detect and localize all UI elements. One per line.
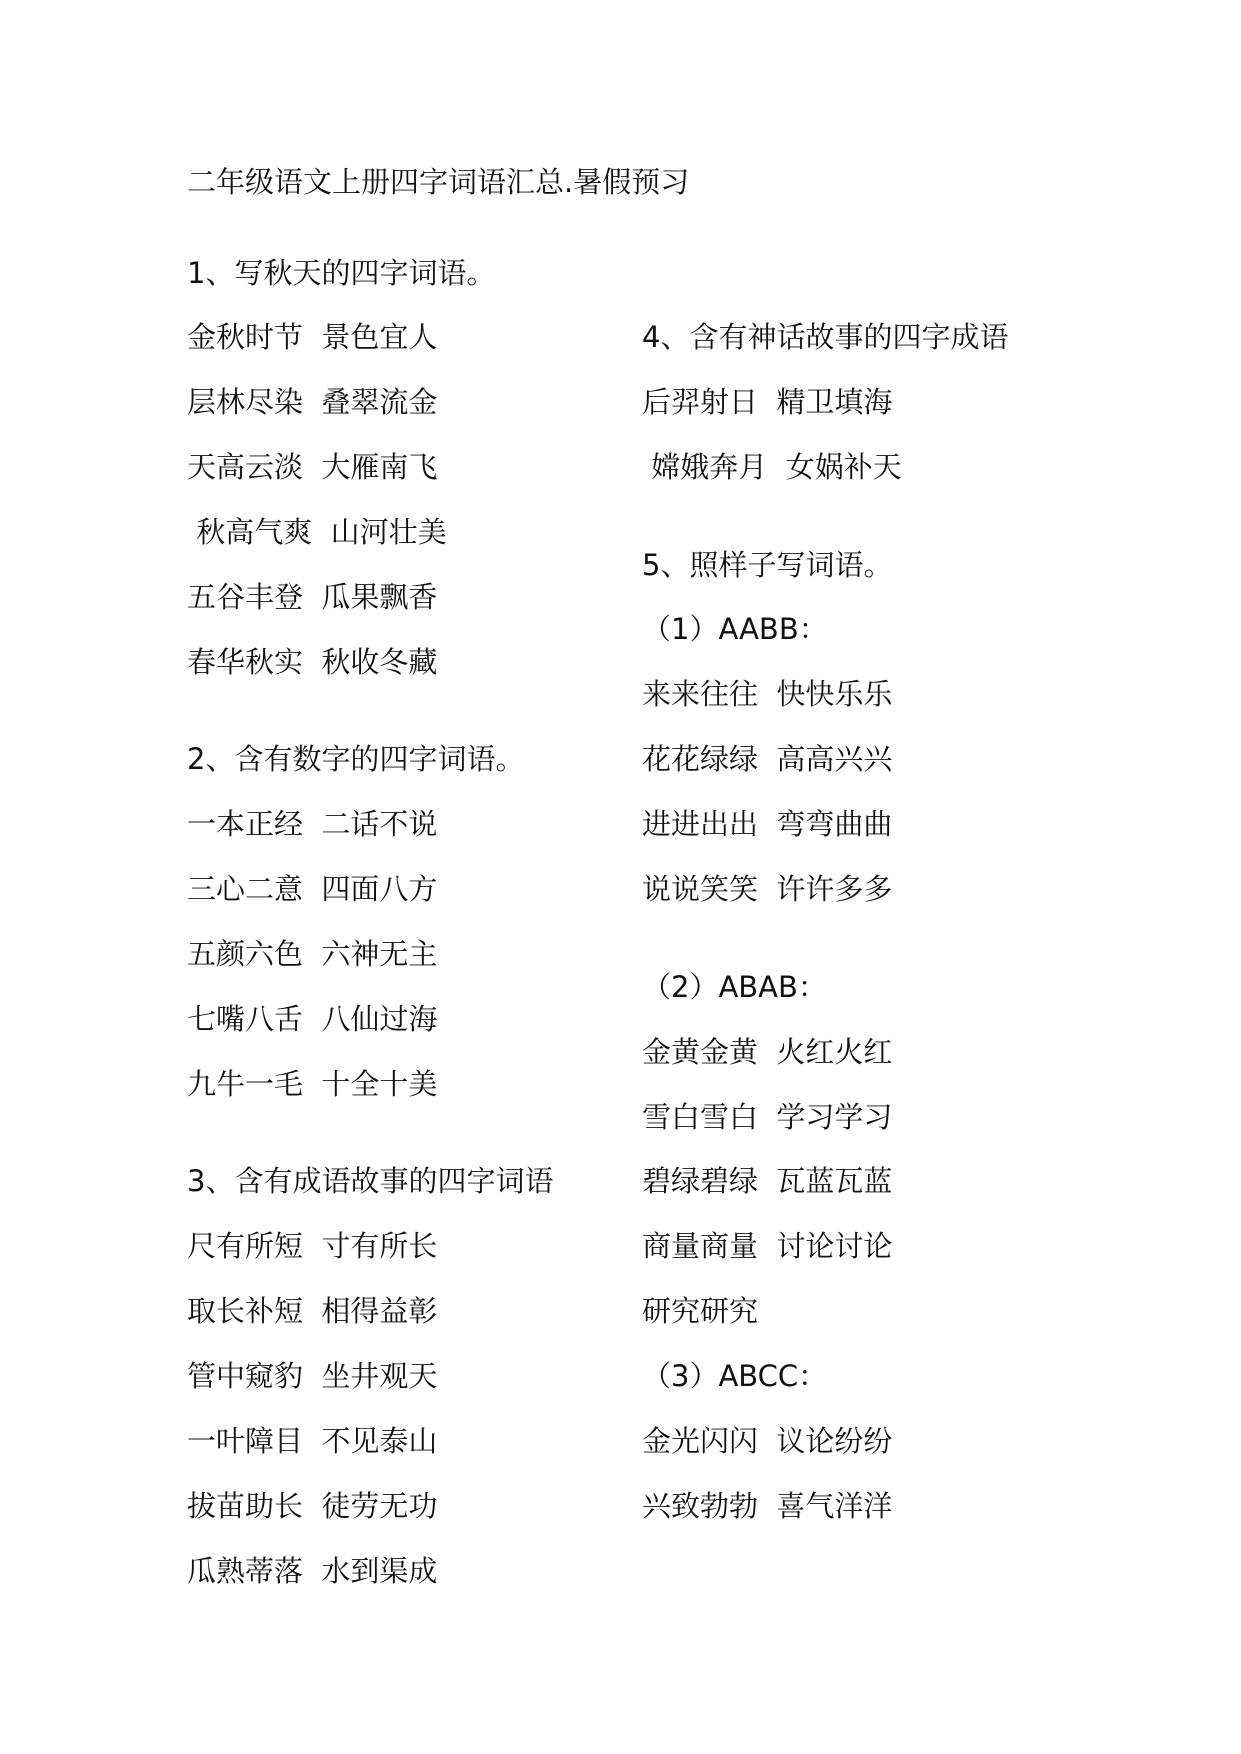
word-row: 九牛一毛 十全十美 [187, 1067, 438, 1101]
word-row: 尺有所短 寸有所长 [187, 1229, 438, 1263]
word-row: 兴致勃勃 喜气洋洋 [642, 1489, 893, 1523]
word-row: 管中窥豹 坐井观天 [187, 1359, 438, 1393]
word-row: 雪白雪白 学习学习 [642, 1100, 893, 1134]
word-row: 花花绿绿 高高兴兴 [642, 742, 893, 776]
word-row: 层林尽染 叠翠流金 [187, 385, 438, 419]
section-heading: 4、含有神话故事的四字成语 [642, 320, 1009, 354]
section-heading: 2、含有数字的四字词语。 [187, 742, 525, 776]
word-row: 进进出出 弯弯曲曲 [642, 807, 893, 841]
word-row: 说说笑笑 许许多多 [642, 872, 893, 906]
word-row: 瓜熟蒂落 水到渠成 [187, 1554, 438, 1588]
word-row: 后羿射日 精卫填海 [642, 385, 893, 419]
word-row: 一本正经 二话不说 [187, 807, 438, 841]
subsection-heading: （1）AABB： [642, 612, 828, 646]
word-row: 取长补短 相得益彰 [187, 1294, 438, 1328]
section-heading: 3、含有成语故事的四字词语 [187, 1164, 554, 1198]
word-row: 一叶障目 不见泰山 [187, 1424, 438, 1458]
word-row: 五颜六色 六神无主 [187, 937, 438, 971]
section-heading: 5、照样子写词语。 [642, 548, 893, 582]
word-row: 来来往往 快快乐乐 [642, 677, 893, 711]
word-row: 拔苗助长 徒劳无功 [187, 1489, 438, 1523]
word-row: 金秋时节 景色宜人 [187, 320, 438, 354]
word-row: 碧绿碧绿 瓦蓝瓦蓝 [642, 1164, 893, 1198]
word-row: 商量商量 讨论讨论 [642, 1229, 893, 1263]
subsection-heading: （2）ABAB： [642, 970, 827, 1004]
word-row: 三心二意 四面八方 [187, 872, 438, 906]
word-row: 金黄金黄 火红火红 [642, 1035, 893, 1069]
section-heading: 1、写秋天的四字词语。 [187, 256, 496, 290]
word-row: 春华秋实 秋收冬藏 [187, 645, 438, 679]
word-row: 秋高气爽 山河壮美 [187, 515, 447, 549]
word-row: 五谷丰登 瓜果飘香 [187, 580, 438, 614]
page-title: 二年级语文上册四字词语汇总.暑假预习 [187, 165, 690, 199]
word-row: 研究研究 [642, 1294, 759, 1328]
word-row: 嫦娥奔月 女娲补天 [642, 450, 902, 484]
word-row: 七嘴八舌 八仙过海 [187, 1002, 438, 1036]
word-row: 天高云淡 大雁南飞 [187, 450, 438, 484]
word-row: 金光闪闪 议论纷纷 [642, 1424, 893, 1458]
subsection-heading: （3）ABCC： [642, 1359, 828, 1393]
